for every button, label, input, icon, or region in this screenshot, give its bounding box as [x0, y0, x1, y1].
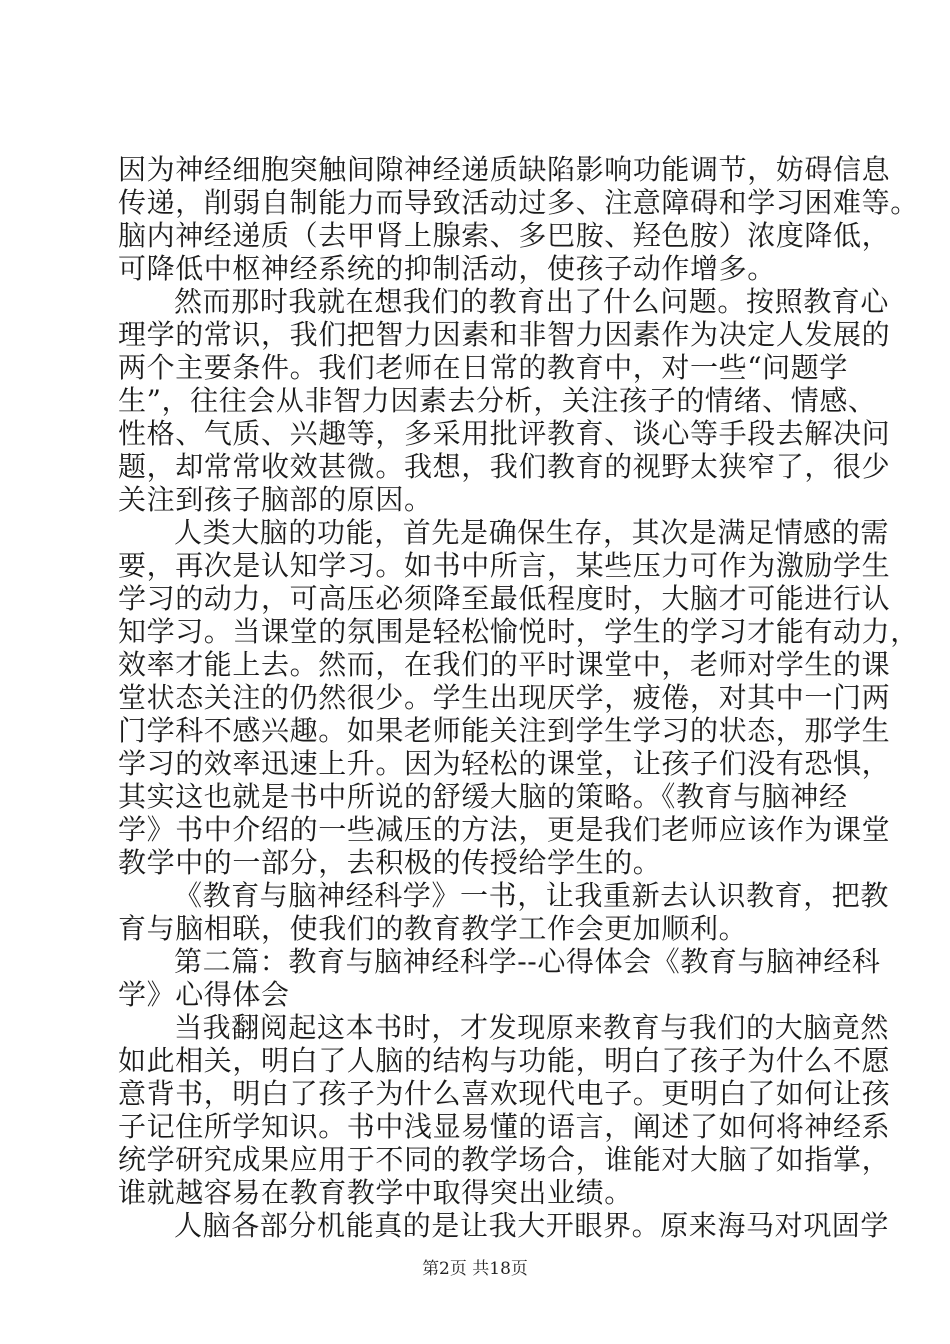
text-line: 题，却常常收效甚微。我想，我们教育的视野太狭窄了，很少: [118, 450, 891, 483]
text-line: 学》书中介绍的一些减压的方法，更是我们老师应该作为课堂: [118, 813, 891, 846]
text-line: 生”，往往会从非智力因素去分析，关注孩子的情绪、情感、: [118, 384, 877, 417]
section-heading-line: 第二篇：教育与脑神经科学--心得体会《教育与脑神经科: [174, 945, 881, 978]
text-line: 理学的常识，我们把智力因素和非智力因素作为决定人发展的: [118, 318, 891, 351]
text-line: 堂状态关注的仍然很少。学生出现厌学，疲倦，对其中一门两: [118, 681, 891, 714]
text-line: 性格、气质、兴趣等，多采用批评教育、谈心等手段去解决问: [118, 417, 891, 450]
text-line: 门学科不感兴趣。如果老师能关注到学生学习的状态，那学生: [118, 714, 891, 747]
text-line: 子记住所学知识。书中浅显易懂的语言，阐述了如何将神经系: [118, 1110, 891, 1143]
text-line: 因为神经细胞突触间隙神经递质缺陷影响功能调节，妨碍信息: [118, 153, 891, 186]
text-line: 如此相关，明白了人脑的结构与功能，明白了孩子为什么不愿: [118, 1044, 891, 1077]
text-line: 统学研究成果应用于不同的教学场合，谁能对大脑了如指掌，: [118, 1143, 891, 1176]
text-line: 教学中的一部分，去积极的传授给学生的。: [118, 846, 662, 879]
text-line: 意背书，明白了孩子为什么喜欢现代电子。更明白了如何让孩: [118, 1077, 891, 1110]
text-line: 可降低中枢神经系统的抑制活动，使孩子动作增多。: [118, 252, 776, 285]
text-line: 脑内神经递质（去甲肾上腺索、多巴胺、羟色胺）浓度降低，: [118, 219, 891, 252]
text-line: 知学习。当课堂的氛围是轻松愉悦时，学生的学习才能有动力，: [118, 615, 919, 648]
text-line: 要，再次是认知学习。如书中所言，某些压力可作为激励学生: [118, 549, 891, 582]
text-line: 传递，削弱自制能力而导致活动过多、注意障碍和学习困难等。: [118, 186, 919, 219]
paragraph-start-line: 然而那时我就在想我们的教育出了什么问题。按照教育心: [174, 285, 890, 318]
page-number-footer: 第2页 共18页: [422, 1259, 528, 1279]
paragraph-start-line: 当我翻阅起这本书时，才发现原来教育与我们的大脑竟然: [174, 1011, 890, 1044]
text-line: 关注到孩子脑部的原因。: [118, 483, 433, 516]
text-line: 两个主要条件。我们老师在日常的教育中，对一些“问题学: [118, 351, 848, 384]
paragraph-start-line: 人类大脑的功能，首先是确保生存，其次是满足情感的需: [174, 516, 890, 549]
text-line: 其实这也就是书中所说的舒缓大脑的策略。《教育与脑神经: [118, 780, 848, 813]
text-line: 学习的效率迅速上升。因为轻松的课堂，让孩子们没有恐惧，: [118, 747, 891, 780]
text-line: 育与脑相联，使我们的教育教学工作会更加顺利。: [118, 912, 748, 945]
text-line: 效率才能上去。然而，在我们的平时课堂中，老师对学生的课: [118, 648, 891, 681]
paragraph-start-line: 人脑各部分机能真的是让我大开眼界。原来海马对巩固学: [174, 1209, 890, 1242]
paragraph-start-line: 《教育与脑神经科学》一书，让我重新去认识教育，把教: [174, 879, 890, 912]
section-heading-line: 学》心得体会: [118, 978, 290, 1011]
text-line: 学习的动力，可高压必须降至最低程度时，大脑才可能进行认: [118, 582, 891, 615]
text-line: 谁就越容易在教育教学中取得突出业绩。: [118, 1176, 633, 1209]
